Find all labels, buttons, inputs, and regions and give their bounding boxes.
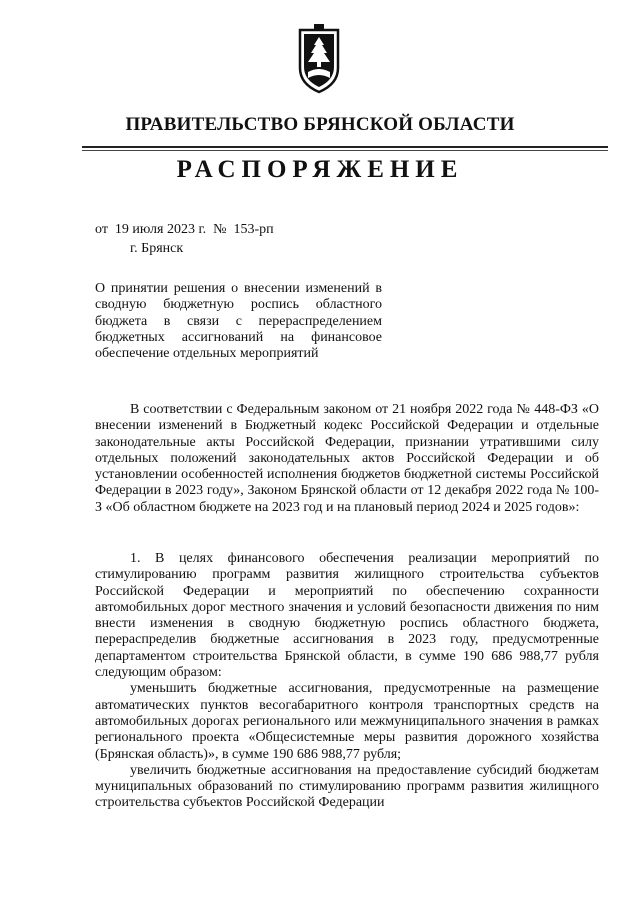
item-1-decrease-text: уменьшить бюджетные ассигнования, предусмотренные на размещение автоматических пунктов весогабаритного контроля транспортных средств на автомобильных дорогах регионального или межмуниципального значения в рамках регионального проекта «Общесистемные меры развития дорожного хозяйства (Брянская область)», в сумме 190 686 988,77 рубля; (95, 681, 599, 762)
resolution-items (95, 551, 599, 812)
city: г. Брянск (130, 241, 184, 256)
item-1-text: 1. В целях финансового обеспечения реализации мероприятий по стимулированию программ развития жилищного строительства субъектов Российской Федерации и мероприятий по обеспечению сохранности автомобильных дорог местного значения и условий безопасности движения по ним внести изменения в сводную бюджетную роспись областного бюджета, перераспределив бюджетные ассигнования в 2023 году, предусмотренные департаментом строительства Брянской области, в сумме 190 686 988,77 рубля следующим образом: (95, 551, 599, 681)
preamble-text: В соответствии с Федеральным законом от 21 ноября 2022 года № 448-ФЗ «О внесении изменений в Бюджетный кодекс Российской Федерации и отдельные законодательные акты Российской Федерации, признании утратившими силу отдельных положений законодательных актов Российской Федерации и об установлении особенностей исполнения бюджетов бюджетной системы Российской Федерации в 2023 году», Законом Брянской области от 12 декабря 2022 года № 100-З «Об областном бюджете на 2023 год и на плановый период 2024 и 2025 годов»: (95, 402, 599, 515)
preamble-paragraph (95, 402, 599, 516)
bryansk-coat-of-arms-icon (296, 22, 342, 94)
organization-name: ПРАВИТЕЛЬСТВО БРЯНСКОЙ ОБЛАСТИ (125, 114, 515, 135)
header-divider (82, 146, 608, 148)
document-type-title: РАСПОРЯЖЕНИЕ (176, 156, 464, 183)
document-subject: О принятии решения о внесении изменений в сводную бюджетную роспись областного бюджета в связи с перераспределением бюджетных ассигнований на финансовое обеспечение отдельных мероприятий (95, 281, 382, 362)
item-1-increase-text: увеличить бюджетные ассигнования на предоставление субсидий бюджетам муниципальных образований по стимулированию программ развития жилищного строительства субъектов Российской Федерации (95, 762, 599, 811)
date-and-number: от 19 июля 2023 г. № 153-рп (95, 222, 274, 237)
header-divider-thin (82, 150, 608, 151)
